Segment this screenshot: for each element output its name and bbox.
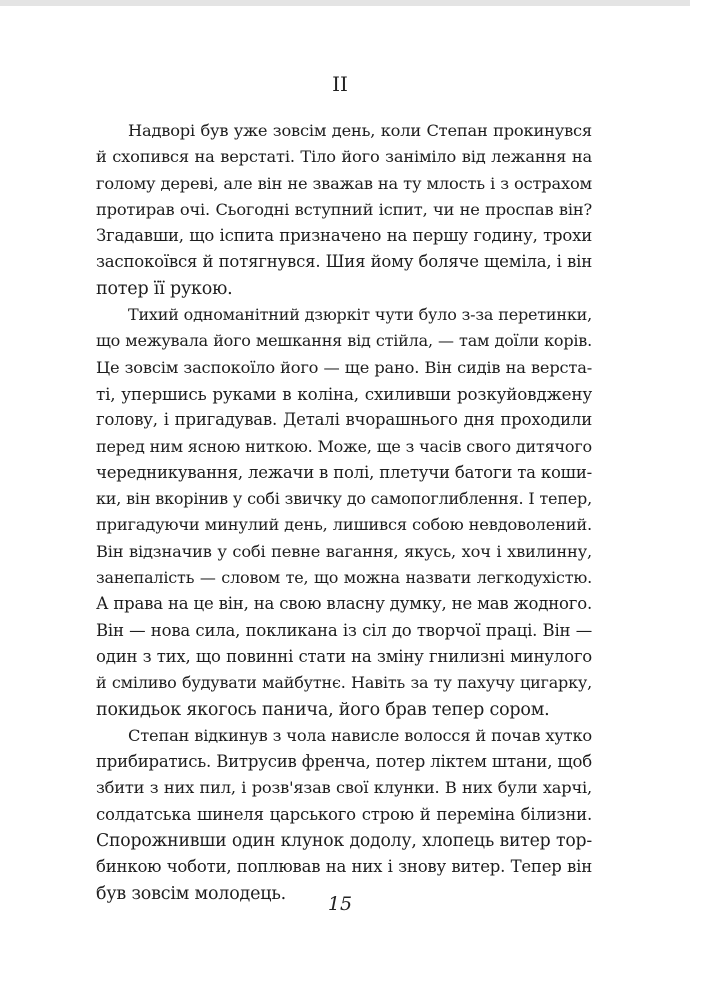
- text-line: Надворі був уже зовсім день, коли Степан прокинувся: [128, 121, 592, 140]
- text-line: протирав очі. Сьогодні вступний іспит, чи не проспав він?: [96, 199, 592, 219]
- text-line: ки, він вкорінив у собі звичку до самопоглиблення. І тепер,: [96, 489, 592, 509]
- text-line: й схопився на верстаті. Тіло його заніміло від лежання на: [96, 147, 592, 167]
- text-line: бинкою чоботи, поплював на них і знову витер. Тепер він: [96, 857, 592, 877]
- text-line: покидьок якогось панича, його брав тепер сором.: [96, 699, 550, 720]
- text-line: чередникування, лежачи в полі, плетучи батоги та коши-: [96, 462, 592, 482]
- text-line: Він відзначив у собі певне вагання, якусь, хоч і хвилинну,: [96, 541, 592, 561]
- text-line: солдатська шинеля царського строю й переміна білизни.: [96, 804, 592, 824]
- text-line: потер її рукою.: [96, 278, 233, 299]
- page-top-edge: [0, 0, 690, 6]
- text-line: заспокоївся й потягнувся. Шия йому боляче щеміла, і він: [96, 252, 592, 272]
- page-number: 15: [327, 893, 353, 915]
- text-line: Згадавши, що іспита призначено на першу годину, трохи: [96, 226, 592, 246]
- text-line: А права на це він, на свою власну думку, не мав жодного.: [96, 594, 592, 614]
- body-text: [96, 118, 592, 907]
- chapter-heading: II: [332, 72, 348, 96]
- text-line: ті, упершись руками в коліна, схиливши розкуйовджену: [96, 383, 592, 404]
- text-line: занепалість — словом те, що можна назвати легкодухістю.: [96, 568, 592, 588]
- text-line: й сміливо будувати майбутнє. Навіть за ту пахучу цигарку,: [96, 673, 592, 693]
- text-line: прибиратись. Витрусив френча, потер ліктем штани, щоб: [96, 752, 592, 772]
- text-line: голову, і пригадував. Деталі вчорашнього дня проходили: [96, 410, 592, 430]
- text-line: голому дереві, але він не зважав на ту млость і з острахом: [96, 173, 592, 193]
- text-line: Він — нова сила, покликана із сіл до творчої праці. Він —: [96, 620, 592, 640]
- text-line: що межувала його мешкання від стійла, — там доїли корів.: [96, 331, 592, 351]
- text-line: один з тих, що повинні стати на зміну гнилизні минулого: [96, 646, 592, 666]
- text-line: Це зовсім заспокоїло його — ще рано. Він сидів на верста-: [96, 357, 592, 377]
- text-line: пригадуючи минулий день, лишився собою невдоволений.: [96, 515, 592, 535]
- text-line: Спорожнивши один клунок додолу, хлопець витер тор-: [96, 831, 592, 852]
- text-line: був зовсім молодець.: [96, 883, 287, 904]
- text-line: Степан відкинув з чола нависле волосся й почав хутко: [128, 725, 592, 745]
- text-line: збити з них пил, і розв'язав свої клунки. В них були харчі,: [96, 778, 592, 798]
- text-line: перед ним ясною ниткою. Може, ще з часів свого дитячого: [96, 436, 592, 456]
- text-line: Тихий одноманітний дзюркіт чути було з-за перетинки,: [128, 305, 592, 325]
